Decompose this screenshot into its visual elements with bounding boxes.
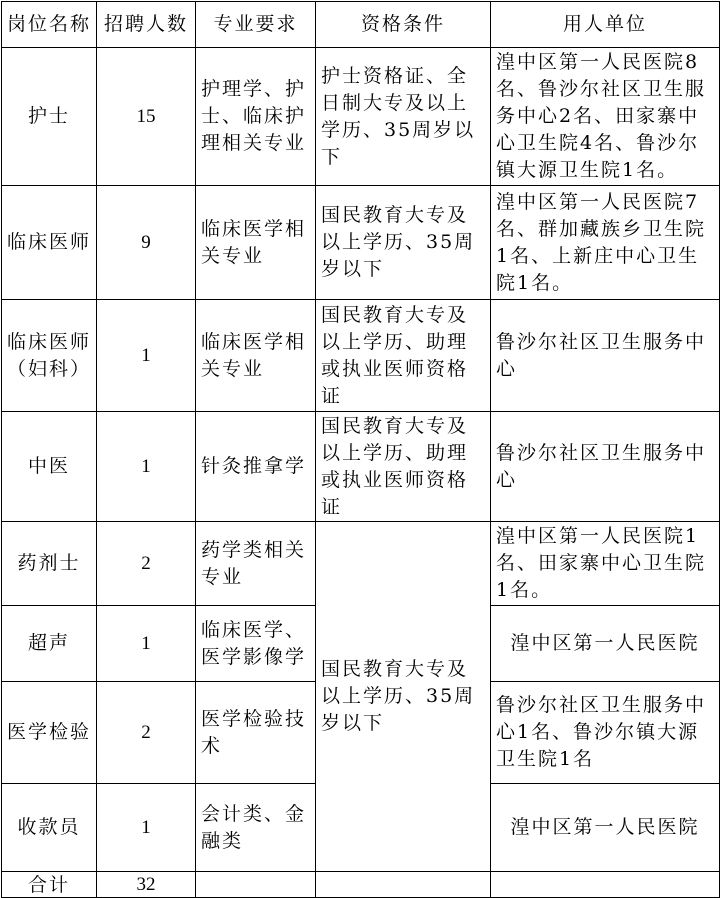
count-cell: 1 (97, 300, 196, 412)
major-cell: 护理学、护士、临床护理相关专业 (196, 48, 316, 186)
position-cell: 中医 (2, 412, 97, 522)
major-cell: 临床医学相关专业 (196, 186, 316, 300)
qualification-cell: 国民教育大专及以上学历、助理或执业医师资格证 (316, 412, 491, 522)
table-row (2, 300, 720, 412)
table-row (2, 412, 720, 522)
table-row (2, 522, 720, 606)
unit-cell: 湟中区第一人民医院7名、群加藏族乡卫生院1名、上新庄中心卫生院1名。 (491, 186, 720, 300)
position-cell: 护士 (2, 48, 97, 186)
position-cell: 药剂士 (2, 522, 97, 606)
count-cell: 2 (97, 522, 196, 606)
position-cell: 临床医师 (2, 186, 97, 300)
major-cell: 针灸推拿学 (196, 412, 316, 522)
major-cell: 临床医学、医学影像学 (196, 606, 316, 682)
header-unit: 用人单位 (491, 2, 720, 48)
count-cell: 1 (97, 784, 196, 872)
empty-cell (316, 872, 491, 898)
position-cell: 超声 (2, 606, 97, 682)
major-cell: 临床医学相关专业 (196, 300, 316, 412)
recruitment-table (1, 1, 720, 898)
qualification-cell: 护士资格证、全日制大专及以上学历、35周岁以下 (316, 48, 491, 186)
header-major: 专业要求 (196, 2, 316, 48)
major-cell: 药学类相关专业 (196, 522, 316, 606)
position-cell: 医学检验 (2, 682, 97, 784)
unit-cell: 湟中区第一人民医院 (491, 784, 720, 872)
total-row (2, 872, 720, 898)
count-cell: 1 (97, 606, 196, 682)
count-cell: 9 (97, 186, 196, 300)
qualification-cell: 国民教育大专及以上学历、35周岁以下 (316, 186, 491, 300)
header-count: 招聘人数 (97, 2, 196, 48)
position-cell: 收款员 (2, 784, 97, 872)
empty-cell (196, 872, 316, 898)
unit-cell: 湟中区第一人民医院 (491, 606, 720, 682)
position-cell: 临床医师（妇科） (2, 300, 97, 412)
header-row (2, 2, 720, 48)
qualification-cell: 国民教育大专及以上学历、助理或执业医师资格证 (316, 300, 491, 412)
unit-cell: 湟中区第一人民医院8名、鲁沙尔社区卫生服务中心2名、田家寨中心卫生院4名、鲁沙尔镇大源卫生院1名。 (491, 48, 720, 186)
header-qualification: 资格条件 (316, 2, 491, 48)
major-cell: 医学检验技术 (196, 682, 316, 784)
total-label: 合计 (2, 872, 97, 898)
count-cell: 1 (97, 412, 196, 522)
total-count: 32 (97, 872, 196, 898)
count-cell: 15 (97, 48, 196, 186)
table-row (2, 48, 720, 186)
major-cell: 会计类、金融类 (196, 784, 316, 872)
count-cell: 2 (97, 682, 196, 784)
table-row (2, 186, 720, 300)
unit-cell: 湟中区第一人民医院1名、田家寨中心卫生院1名。 (491, 522, 720, 606)
empty-cell (491, 872, 720, 898)
unit-cell: 鲁沙尔社区卫生服务中心1名、鲁沙尔镇大源卫生院1名 (491, 682, 720, 784)
unit-cell: 鲁沙尔社区卫生服务中心 (491, 300, 720, 412)
unit-cell: 鲁沙尔社区卫生服务中心 (491, 412, 720, 522)
header-position: 岗位名称 (2, 2, 97, 48)
shared-qualification-cell: 国民教育大专及以上学历、35周岁以下 (316, 522, 491, 872)
